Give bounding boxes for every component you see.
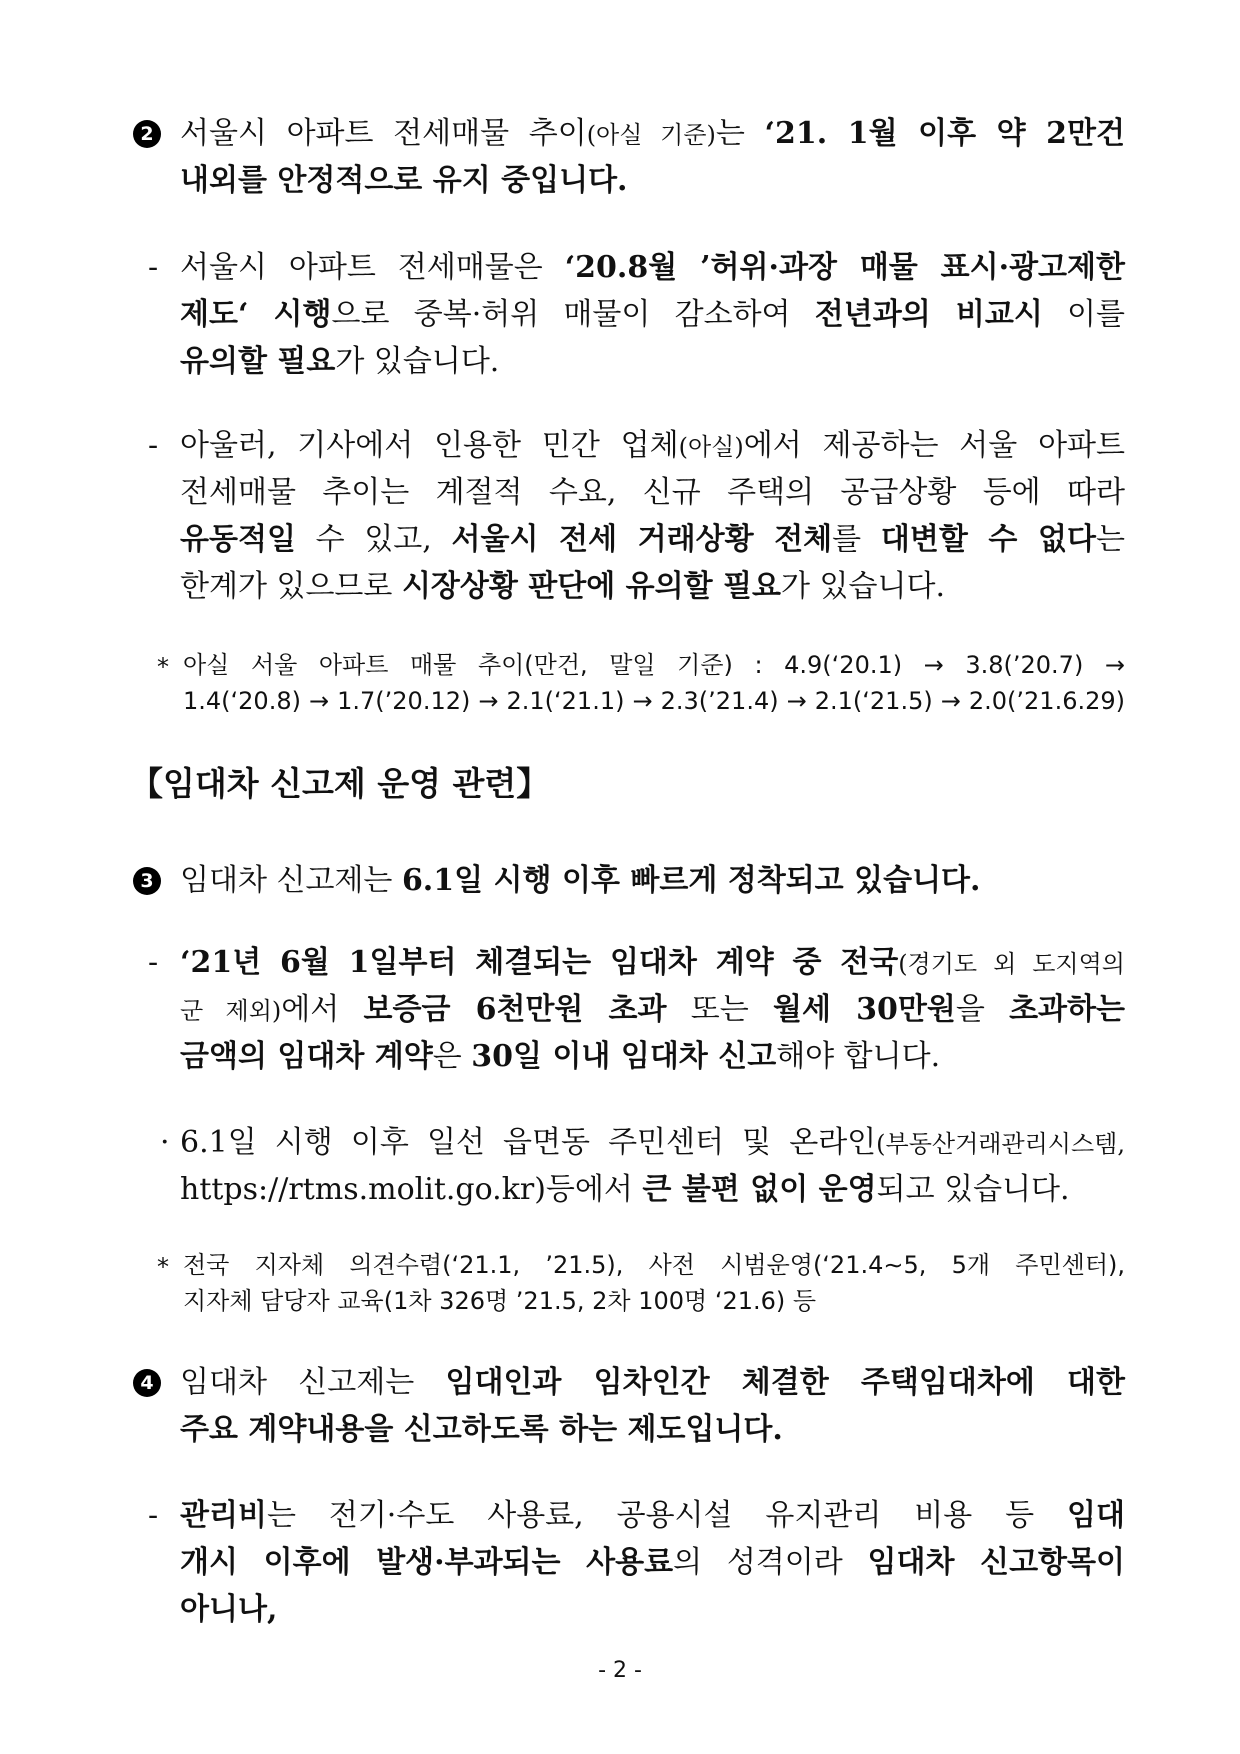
dash-3-line-2: 군 제외)에서 보증금 6천만원 초과 또는 월세 30만원을 초과하는: [180, 992, 1125, 1027]
dash-4-line-2: 개시 이후에 발생·부과되는 사용료의 성격이라 임대차 신고항목이: [180, 1545, 1125, 1580]
dash-2-line-2: 전세매물 추이는 계절적 수요, 신규 주택의 공급상황 등에 따라: [180, 475, 1125, 510]
page-number: - 2 -: [598, 1658, 642, 1683]
footnote-1-line-1: 아실 서울 아파트 매물 추이(만건, 말일 기준) : 4.9(‘20.1) → 3.8(’20.7) →: [183, 651, 1125, 679]
circled-number-4-icon: 4: [133, 1369, 161, 1397]
dash-3-line-3: 금액의 임대차 계약은 30일 이내 임대차 신고해야 합니다.: [180, 1039, 941, 1074]
dash-marker: -: [148, 428, 159, 463]
bullet-1-line-2: https://rtms.molit.go.kr)등에서 큰 불편 없이 운영되고 있습니다.: [180, 1172, 1070, 1207]
footnote-1-line-2: 1.4(‘20.8) → 1.7(’20.12) → 2.1(‘21.1) → 2.3(’21.4) → 2.1(‘21.5) → 2.0(’21.6.29): [183, 687, 1125, 715]
dash-marker: -: [148, 1498, 159, 1533]
dash-3-line-1: ‘21년 6월 1일부터 체결되는 임대차 계약 중 전국(경기도 외 도지역의: [180, 945, 1125, 980]
footnote-2-line-2: 지자체 담당자 교육(1차 326명 ’21.5, 2차 100명 ‘21.6) 등: [183, 1287, 817, 1315]
dash-2-line-4: 한계가 있으므로 시장상황 판단에 유의할 필요가 있습니다.: [180, 569, 946, 604]
asterisk-marker: *: [157, 653, 169, 681]
item-4-line-2: 주요 계약내용을 신고하도록 하는 제도입니다.: [180, 1412, 783, 1447]
dash-4-line-1: 관리비는 전기·수도 사용료, 공용시설 유지관리 비용 등 임대: [180, 1498, 1125, 1533]
item-3-line-1: 임대차 신고제는 6.1일 시행 이후 빠르게 정착되고 있습니다.: [180, 863, 981, 898]
dash-2-line-1: 아울러, 기사에서 인용한 민간 업체(아실)에서 제공하는 서울 아파트: [180, 428, 1126, 463]
dash-1-line-1: 서울시 아파트 전세매물은 ‘20.8월 ’허위·과장 매물 표시·광고제한: [180, 250, 1125, 285]
circled-number-2-icon: 2: [133, 120, 161, 148]
dash-2-line-3: 유동적일 수 있고, 서울시 전세 거래상황 전체를 대변할 수 없다는: [180, 522, 1125, 557]
dash-1-line-2: 제도‘ 시행으로 중복·허위 매물이 감소하여 전년과의 비교시 이를: [180, 297, 1126, 332]
dash-marker: -: [148, 945, 159, 980]
item-4-line-1: 임대차 신고제는 임대인과 임차인간 체결한 주택임대차에 대한: [180, 1365, 1125, 1400]
bullet-marker: ·: [160, 1125, 170, 1160]
asterisk-marker: *: [157, 1253, 169, 1281]
section-heading: 【임대차 신고제 운영 관련】: [130, 764, 550, 803]
circled-number-3-icon: 3: [133, 867, 161, 895]
bullet-1-line-1: 6.1일 시행 이후 일선 읍면동 주민센터 및 온라인(부동산거래관리시스템,: [180, 1125, 1125, 1160]
footnote-2-line-1: 전국 지자체 의견수렴(‘21.1, ’21.5), 사전 시범운영(‘21.4∼5, 5개 주민센터),: [183, 1251, 1125, 1279]
item-2-line-2: 내외를 안정적으로 유지 중입니다.: [180, 163, 628, 198]
dash-4-line-3: 아니나,: [180, 1592, 278, 1627]
dash-1-line-3: 유의할 필요가 있습니다.: [180, 344, 500, 379]
item-2-line-1: 서울시 아파트 전세매물 추이(아실 기준)는 ‘21. 1월 이후 약 2만건: [180, 116, 1125, 151]
dash-marker: -: [148, 250, 159, 285]
